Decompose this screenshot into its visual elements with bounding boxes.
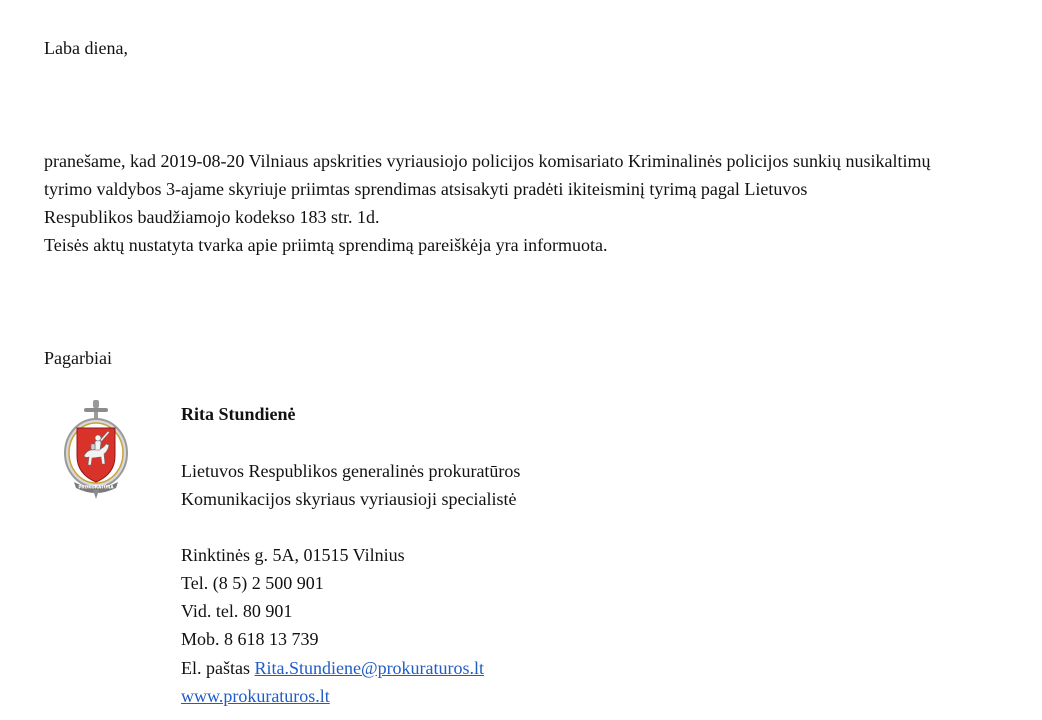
signature-address: Rinktinės g. 5A, 01515 Vilnius — [181, 545, 405, 565]
greeting: Laba diena, — [44, 38, 128, 58]
email-link[interactable]: Rita.Stundiene@prokuraturos.lt — [254, 658, 485, 678]
svg-text:PROKURATŪRA: PROKURATŪRA — [78, 484, 114, 490]
body-line-4: Teisės aktų nustatyta tvarka apie priimtą sprendimą pareiškėja yra informuota. — [44, 235, 608, 255]
signature-email-line — [181, 654, 484, 682]
email-label: El. paštas — [181, 658, 255, 678]
body-line-2: tyrimo valdybos 3-ajame skyriuje priimtas sprendimas atsisakyti pradėti ikiteisminį tyrimą pagal Lietuvos — [44, 179, 808, 199]
signature-tel: Tel. (8 5) 2 500 901 — [181, 573, 324, 593]
signature-website-line — [181, 682, 330, 710]
prokuratura-emblem-icon — [58, 398, 134, 500]
signature-vid-tel: Vid. tel. 80 901 — [181, 601, 293, 621]
website-link[interactable]: www.prokuraturos.lt — [181, 686, 330, 706]
signature-name: Rita Stundienė — [181, 404, 296, 424]
signature-org-line-2: Komunikacijos skyriaus vyriausioji specialistė — [181, 489, 517, 509]
body-line-3: Respublikos baudžiamojo kodekso 183 str. 1d. — [44, 207, 380, 227]
signature-mob: Mob. 8 618 13 739 — [181, 629, 319, 649]
signature-org-line-1: Lietuvos Respublikos generalinės prokuratūros — [181, 461, 521, 481]
closing: Pagarbiai — [44, 348, 112, 368]
body-line-1: pranešame, kad 2019-08-20 Vilniaus apskrities vyriausiojo policijos komisariato Kriminalinės policijos sunkių nusikaltimų — [44, 151, 931, 171]
